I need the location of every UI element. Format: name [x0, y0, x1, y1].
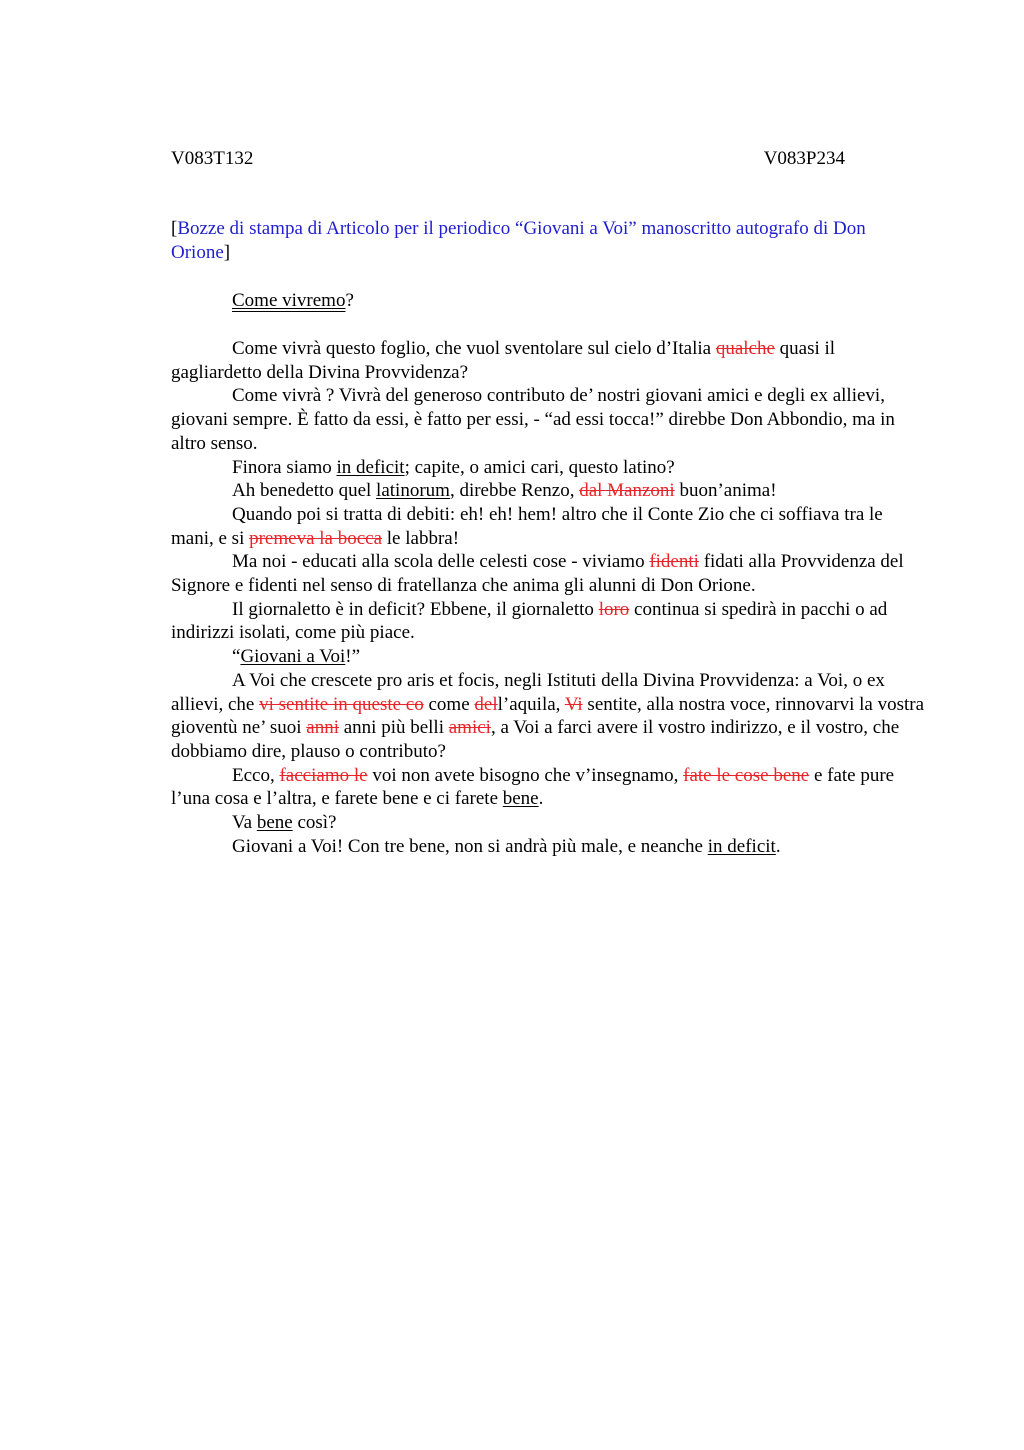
text-run: sentite, alla nostra voce, rinnovarvi la vostra gioventù ne’ suoi: [171, 693, 925, 739]
note-open-bracket: [: [171, 218, 178, 239]
paragraph-3: [171, 456, 927, 480]
text-run: fidati alla Provvidenza del Signore e fidenti nel senso di fratellanza che anima gli alunni di Don Orione.: [171, 551, 904, 597]
document-header: [171, 146, 845, 172]
deleted-text: facciamo le: [279, 764, 368, 786]
text-run: Come vivrà questo foglio, che vuol sventolare sul cielo d’Italia: [232, 338, 716, 359]
deleted-text: del: [474, 693, 498, 715]
paragraph-10: [171, 764, 927, 811]
text-run: Il giornaletto è in deficit? Ebbene, il giornaletto: [232, 598, 599, 620]
text-run: Ma noi - educati alla scola delle celesti cose - viviamo: [232, 551, 650, 573]
paragraph-2: [171, 384, 927, 455]
underlined-text: Giovani a Voi: [240, 646, 346, 668]
text-run: , direbbe Renzo,: [449, 480, 580, 502]
deleted-text: loro: [598, 598, 630, 620]
text-run: Come vivrà ? Vivrà del generoso contributo de’ nostri giovani amici e degli ex allievi, giovani sempre. È fatto da essi, è fatto per essi, - “ad essi tocca!” direbbe Don Abbondio, ma in altro senso.: [171, 385, 895, 454]
paragraph-7: [171, 598, 927, 645]
text-run: anni più belli: [338, 717, 449, 739]
paragraph-5: [171, 503, 927, 550]
underlined-text: latinorum: [376, 480, 450, 502]
note-text: Bozze di stampa di Articolo per il periodico “Giovani a Voi” manoscritto autografo di Don Orione: [171, 218, 866, 263]
text-run: l’aquila,: [497, 693, 565, 715]
text-run: !”: [345, 646, 361, 668]
text-run: ; capite, o amici cari, questo latino?: [404, 456, 675, 478]
underlined-text: in deficit: [336, 456, 405, 478]
text-run: e fate pure l’una cosa e l’altra, e farete bene e ci farete: [171, 764, 895, 810]
text-run: le labbra!: [382, 527, 460, 549]
deleted-text: fate le cose bene: [683, 764, 810, 786]
text-run: Ah benedetto quel: [232, 480, 377, 502]
text-run: , a Voi a farci avere il vostro indirizzo, e il vostro, che dobbiamo dire, plauso o contributo?: [171, 717, 900, 762]
deleted-text: qualche: [715, 338, 775, 359]
paragraph-4: [171, 479, 927, 503]
deleted-text: amici: [448, 717, 491, 739]
text-run: Quando poi si tratta di debiti: eh! eh! hem! altro che il Conte Zio che ci soffiava tra le mani, e si: [171, 503, 883, 549]
text-run: continua si spedirà in pacchi o ad indirizzi isolati, come più piace.: [171, 598, 888, 644]
deleted-text: fidenti: [649, 551, 699, 573]
deleted-text: dal Manzoni: [579, 480, 675, 502]
text-run: così?: [292, 812, 337, 834]
text-run: “: [232, 646, 241, 668]
paragraph-12: [171, 835, 927, 859]
header-left-code: V083T132: [171, 148, 254, 169]
underlined-text: in deficit: [707, 835, 776, 857]
text-run: come: [423, 693, 475, 715]
text-run: Ecco,: [232, 764, 280, 786]
deleted-text: premeva la bocca: [249, 527, 383, 549]
text-run: voi non avete bisogno che v’insegnamo,: [367, 764, 684, 786]
paragraph-11: [171, 811, 927, 835]
text-run: .: [775, 835, 781, 857]
title-text: Come vivremo: [232, 290, 346, 311]
title-punct: ?: [345, 290, 354, 311]
deleted-text: vi sentite in queste co: [259, 693, 424, 715]
article-body: [171, 337, 927, 858]
text-run: Giovani a Voi! Con tre bene, non si andrà più male, e neanche: [232, 835, 708, 857]
text-run: Va: [232, 812, 257, 834]
text-run: quasi il gagliardetto della Divina Provvidenza?: [171, 338, 836, 383]
paragraph-1: [171, 337, 927, 384]
text-run: buon’anima!: [674, 480, 777, 502]
editorial-note: [171, 217, 927, 265]
underlined-text: bene: [502, 788, 539, 810]
text-run: Finora siamo: [232, 456, 337, 478]
article-title: [232, 289, 354, 313]
underlined-text: bene: [256, 812, 293, 834]
header-right-code: V083P234: [763, 148, 845, 169]
text-run: .: [538, 788, 544, 810]
paragraph-8: [171, 645, 927, 669]
deleted-text: Vi: [564, 693, 583, 715]
paragraph-9: [171, 669, 927, 764]
paragraph-6: [171, 550, 927, 597]
deleted-text: anni: [306, 717, 339, 739]
text-run: A Voi che crescete pro aris et focis, negli Istituti della Divina Provvidenza: a Voi, o ex allievi, che: [171, 669, 885, 715]
note-close-bracket: ]: [223, 242, 231, 263]
